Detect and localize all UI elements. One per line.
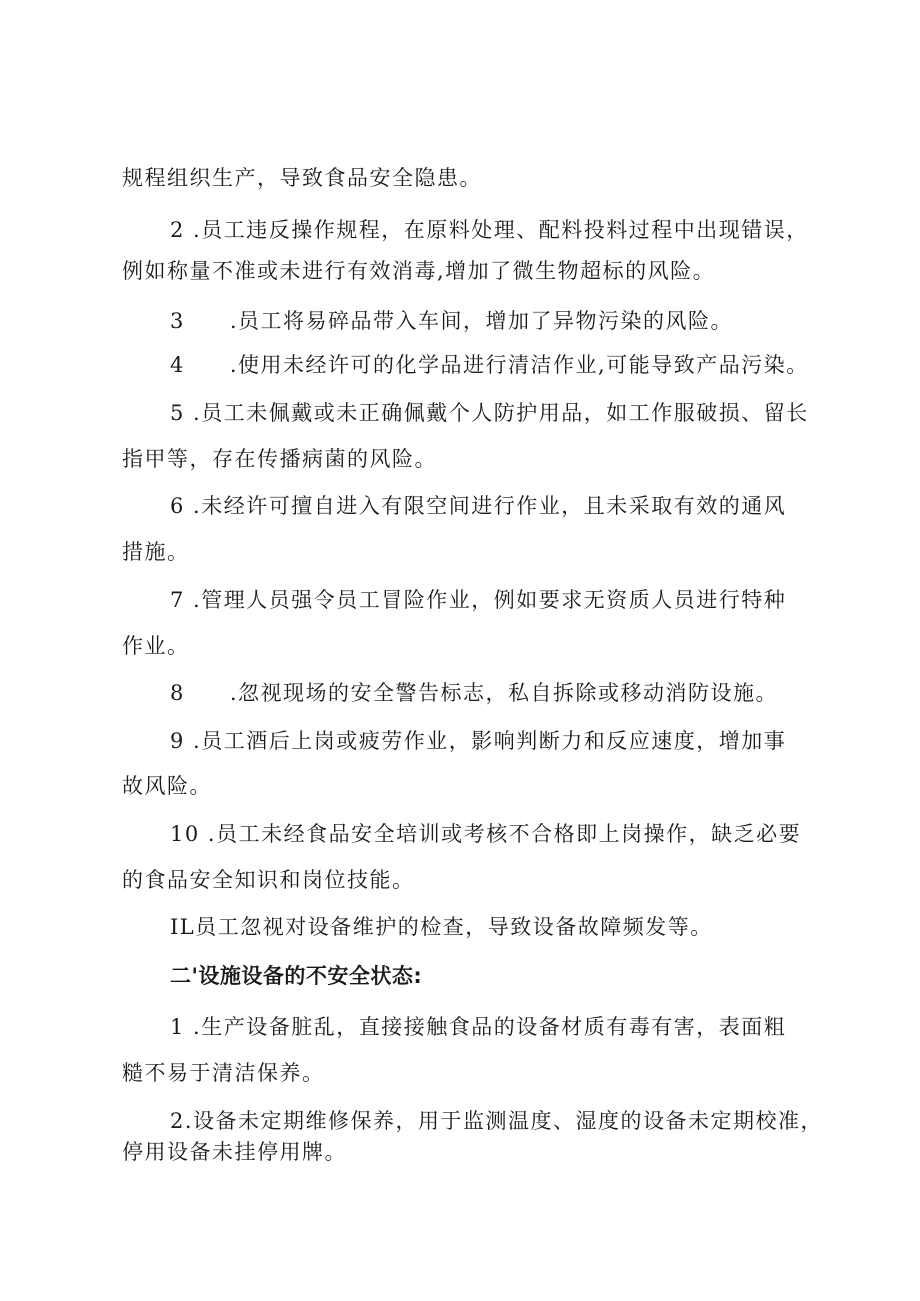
- item-2-line-1: 2 .员工违反操作规程，在原料处理、配料投料过程中出现错误，: [170, 218, 809, 242]
- item-2-line-2: 例如称量不准或未进行有效消毒,增加了微生物超标的风险。: [122, 259, 716, 283]
- item-3: 3 .员工将易碎品带入车间，增加了异物污染的风险。: [170, 309, 734, 333]
- item-9-line-2: 故风险。: [122, 774, 212, 798]
- item-7-line-2: 作业。: [122, 634, 190, 658]
- item-11: IL员工忽视对设备维护的检查，导致设备故障频发等。: [170, 915, 713, 939]
- item-5-line-2: 指甲等，存在传播病菌的风险。: [122, 447, 437, 471]
- section-item-1-line-2: 糙不易于清洁保养。: [122, 1061, 325, 1085]
- item-9-line-1: 9 .员工酒后上岗或疲劳作业，影响判断力和反应速度，增加事: [170, 729, 787, 753]
- section-item-1-line-1: 1 .生产设备脏乱，直接接触食品的设备材质有毒有害，表面粗: [170, 1015, 787, 1039]
- section-item-2-line-2: 停用设备未挂停用牌。: [122, 1140, 347, 1164]
- item-10-line-2: 的食品安全知识和岗位技能。: [122, 868, 415, 892]
- section-item-2-line-1: 2.设备未定期维修保养，用于监测温度、湿度的设备未定期校准，: [170, 1109, 824, 1133]
- item-4: 4 .使用未经许可的化学品进行清洁作业,可能导致产品污染。: [170, 353, 809, 377]
- item-10-line-1: 10 .员工未经食品安全培训或考核不合格即上岗操作，缺乏必要: [170, 822, 802, 846]
- text-line-1: 规程组织生产，导致食品安全隐患。: [122, 166, 482, 190]
- item-6-line-1: 6 .未经许可擅自进入有限空间进行作业，且未采取有效的通风: [170, 494, 787, 518]
- item-8: 8 .忽视现场的安全警告标志，私自拆除或移动消防设施。: [170, 681, 779, 705]
- item-5-line-1: 5 .员工未佩戴或未正确佩戴个人防护用品，如工作服破损、留长: [170, 401, 809, 425]
- item-7-line-1: 7 .管理人员强令员工冒险作业，例如要求无资质人员进行特种: [170, 588, 787, 612]
- item-6-line-2: 措施。: [122, 540, 190, 564]
- section-heading: 二'设施设备的不安全状态:: [170, 964, 423, 988]
